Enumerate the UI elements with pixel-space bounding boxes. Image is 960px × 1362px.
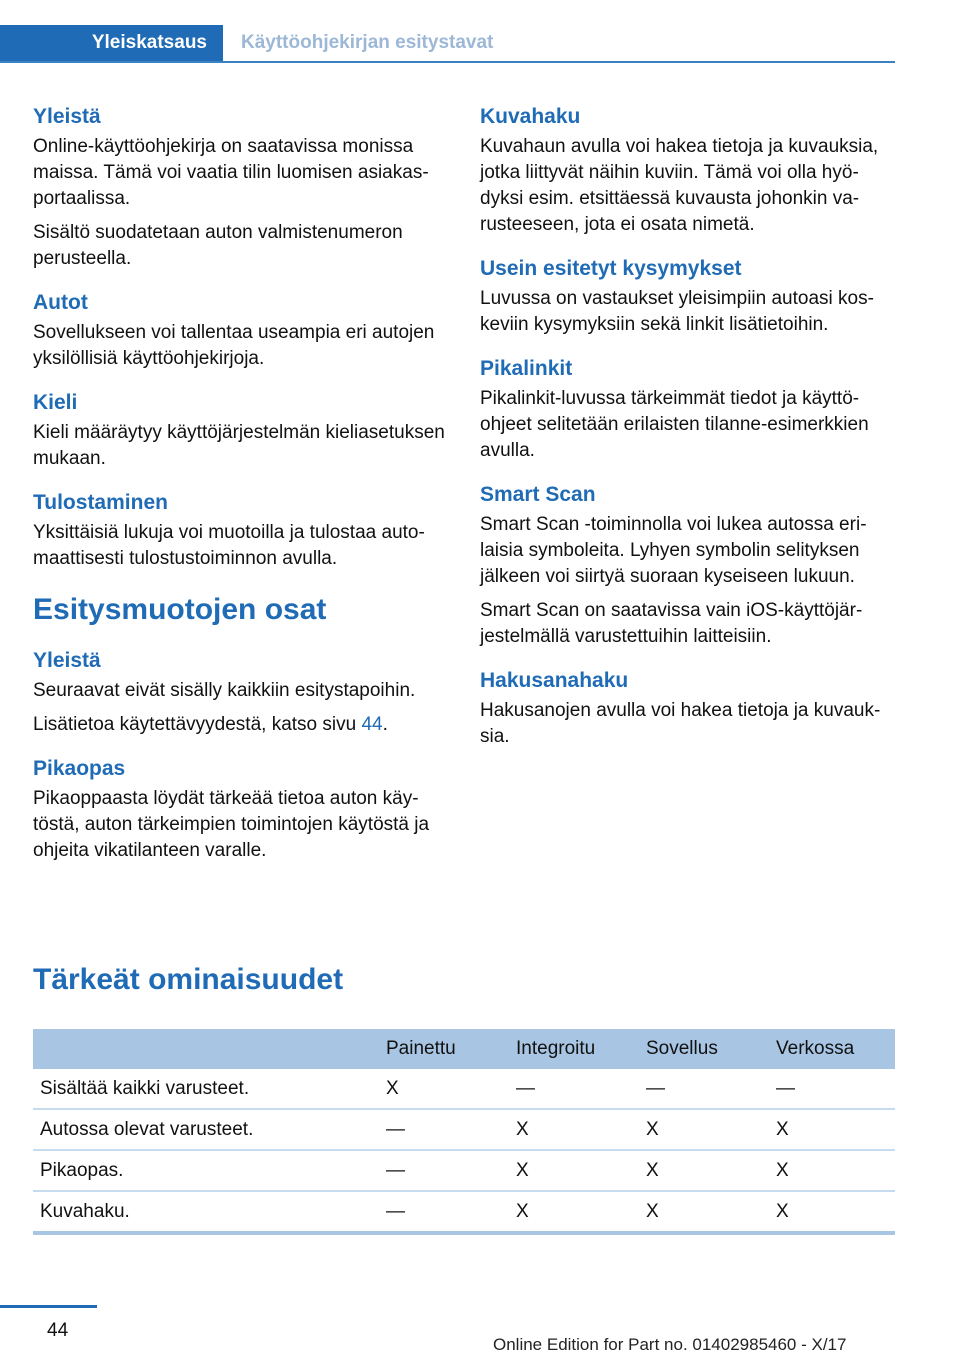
- section-heading: Kuvahaku: [480, 105, 581, 128]
- section-faq: [480, 256, 892, 338]
- paragraph: Sovellukseen voi tallentaa useampia eri autojen yksilöllisiä käyttöohjekirjoja.: [33, 322, 435, 369]
- left-column: [33, 104, 445, 882]
- paragraph: Kuvahaun avulla voi hakea tietoja ja kuvauksia, jotka liittyvät näihin kuviin. Tämä voi olla hyödyksi esim. etsittäessä kuvausta johonkin varusteeseen, jota ei osata nimetä.: [480, 136, 879, 235]
- table-cell: —: [379, 1150, 509, 1191]
- table-cell: Kuvahaku.: [33, 1191, 379, 1233]
- section-heading: Smart Scan: [480, 483, 596, 506]
- chapter-heading: Esitysmuotojen osat: [33, 593, 327, 626]
- page-link[interactable]: 44: [361, 714, 383, 735]
- column-header: Painettu: [379, 1029, 509, 1069]
- table-cell: —: [509, 1069, 639, 1109]
- paragraph: Pikaoppaasta löydät tärkeää tietoa auton käytöstä, auton tärkeimpien toimintojen käytöstä ja ohjeita vikatilanteen varalle.: [33, 788, 430, 861]
- table-cell: X: [639, 1150, 769, 1191]
- paragraph: Pikalinkit-luvussa tärkeimmät tiedot ja käyttöohjeet selitetään erilaisten tilanne-esimerkkien avulla.: [480, 388, 869, 461]
- features-table: [33, 1029, 895, 1235]
- section-language: [33, 390, 445, 472]
- paragraph: [33, 712, 445, 738]
- table-cell: X: [769, 1109, 895, 1150]
- section-smart-scan: [480, 482, 892, 650]
- table-header-row: [33, 1029, 895, 1069]
- table-cell: Pikaopas.: [33, 1150, 379, 1191]
- table-row: [33, 1191, 895, 1233]
- table-cell: X: [509, 1109, 639, 1150]
- section-printing: [33, 490, 445, 572]
- paragraph: Smart Scan on saatavissa vain iOS-käyttöjärjestelmällä varustettuihin laitteisiin.: [480, 600, 863, 647]
- paragraph: Seuraavat eivät sisälly kaikkiin esitystapoihin.: [33, 680, 416, 701]
- section-general-2: [33, 648, 445, 738]
- page-number: 44: [47, 1320, 69, 1341]
- section-image-search: [480, 104, 892, 238]
- table-cell: —: [639, 1069, 769, 1109]
- table-row: [33, 1150, 895, 1191]
- section-quick-links: [480, 356, 892, 464]
- section-cars: [33, 290, 445, 372]
- column-header: [33, 1029, 379, 1069]
- table-cell: —: [769, 1069, 895, 1109]
- paragraph: Luvussa on vastaukset yleisimpiin autoasi koskeviin kysymyksiin sekä linkit lisätietoihin.: [480, 288, 874, 335]
- table-row: [33, 1069, 895, 1109]
- section-heading: Usein esitetyt kysymykset: [480, 257, 742, 280]
- table-row: [33, 1109, 895, 1150]
- section-heading: Kieli: [33, 391, 78, 414]
- text: Lisätietoa käytettävyydestä, katso sivu: [33, 714, 362, 735]
- column-header: Sovellus: [639, 1029, 769, 1069]
- paragraph: Sisältö suodatetaan auton valmistenumeron perusteella.: [33, 222, 403, 269]
- edition-note: Online Edition for Part no. 01402985460 - X/17: [493, 1335, 847, 1354]
- column-header: Verkossa: [769, 1029, 895, 1069]
- table-cell: X: [639, 1191, 769, 1233]
- section-heading: Autot: [33, 291, 88, 314]
- paragraph: Kieli määräytyy käyttöjärjestelmän kieliasetuksen mukaan.: [33, 422, 445, 469]
- section-general: [33, 104, 445, 272]
- paragraph: Hakusanojen avulla voi hakea tietoja ja kuvauksia.: [480, 700, 881, 747]
- table-cell: X: [769, 1191, 895, 1233]
- table-cell: X: [509, 1191, 639, 1233]
- section-keyword-search: [480, 668, 892, 750]
- table-cell: —: [379, 1109, 509, 1150]
- text: .: [382, 714, 388, 735]
- table-cell: Sisältää kaikki varusteet.: [33, 1069, 379, 1109]
- paragraph: Yksittäisiä lukuja voi muotoilla ja tulostaa automaattisesti tulostustoiminnon avulla.: [33, 522, 425, 569]
- section-heading: Yleistä: [33, 105, 101, 128]
- table-cell: X: [379, 1069, 509, 1109]
- table-cell: X: [509, 1150, 639, 1191]
- section-heading: Pikaopas: [33, 757, 126, 780]
- section-tab[interactable]: Käyttöohjekirjan esitystavat: [241, 32, 494, 53]
- table-cell: X: [639, 1109, 769, 1150]
- page-header: [0, 25, 895, 63]
- paragraph: Smart Scan -toiminnolla voi lukea autossa erilaisia symboleita. Lyhyen symbolin selityksen jälkeen voi siirtyä suoraan kyseiseen lukuun.: [480, 514, 867, 587]
- column-header: Integroitu: [509, 1029, 639, 1069]
- table-cell: —: [379, 1191, 509, 1233]
- right-column: [480, 104, 892, 768]
- section-heading: Hakusanahaku: [480, 669, 629, 692]
- paragraph: Online-käyttöohjekirja on saatavissa monissa maissa. Tämä voi vaatia tilin luomisen asiakasportaalissa.: [33, 136, 429, 209]
- section-quick-guide: [33, 756, 445, 864]
- section-heading: Yleistä: [33, 649, 101, 672]
- footer-divider: [0, 1305, 97, 1308]
- chapter-tab[interactable]: Yleiskatsaus: [0, 25, 223, 61]
- features-heading: Tärkeät ominaisuudet: [33, 963, 344, 996]
- section-heading: Pikalinkit: [480, 357, 573, 380]
- table-cell: X: [769, 1150, 895, 1191]
- table-cell: Autossa olevat varusteet.: [33, 1109, 379, 1150]
- section-heading: Tulostaminen: [33, 491, 168, 514]
